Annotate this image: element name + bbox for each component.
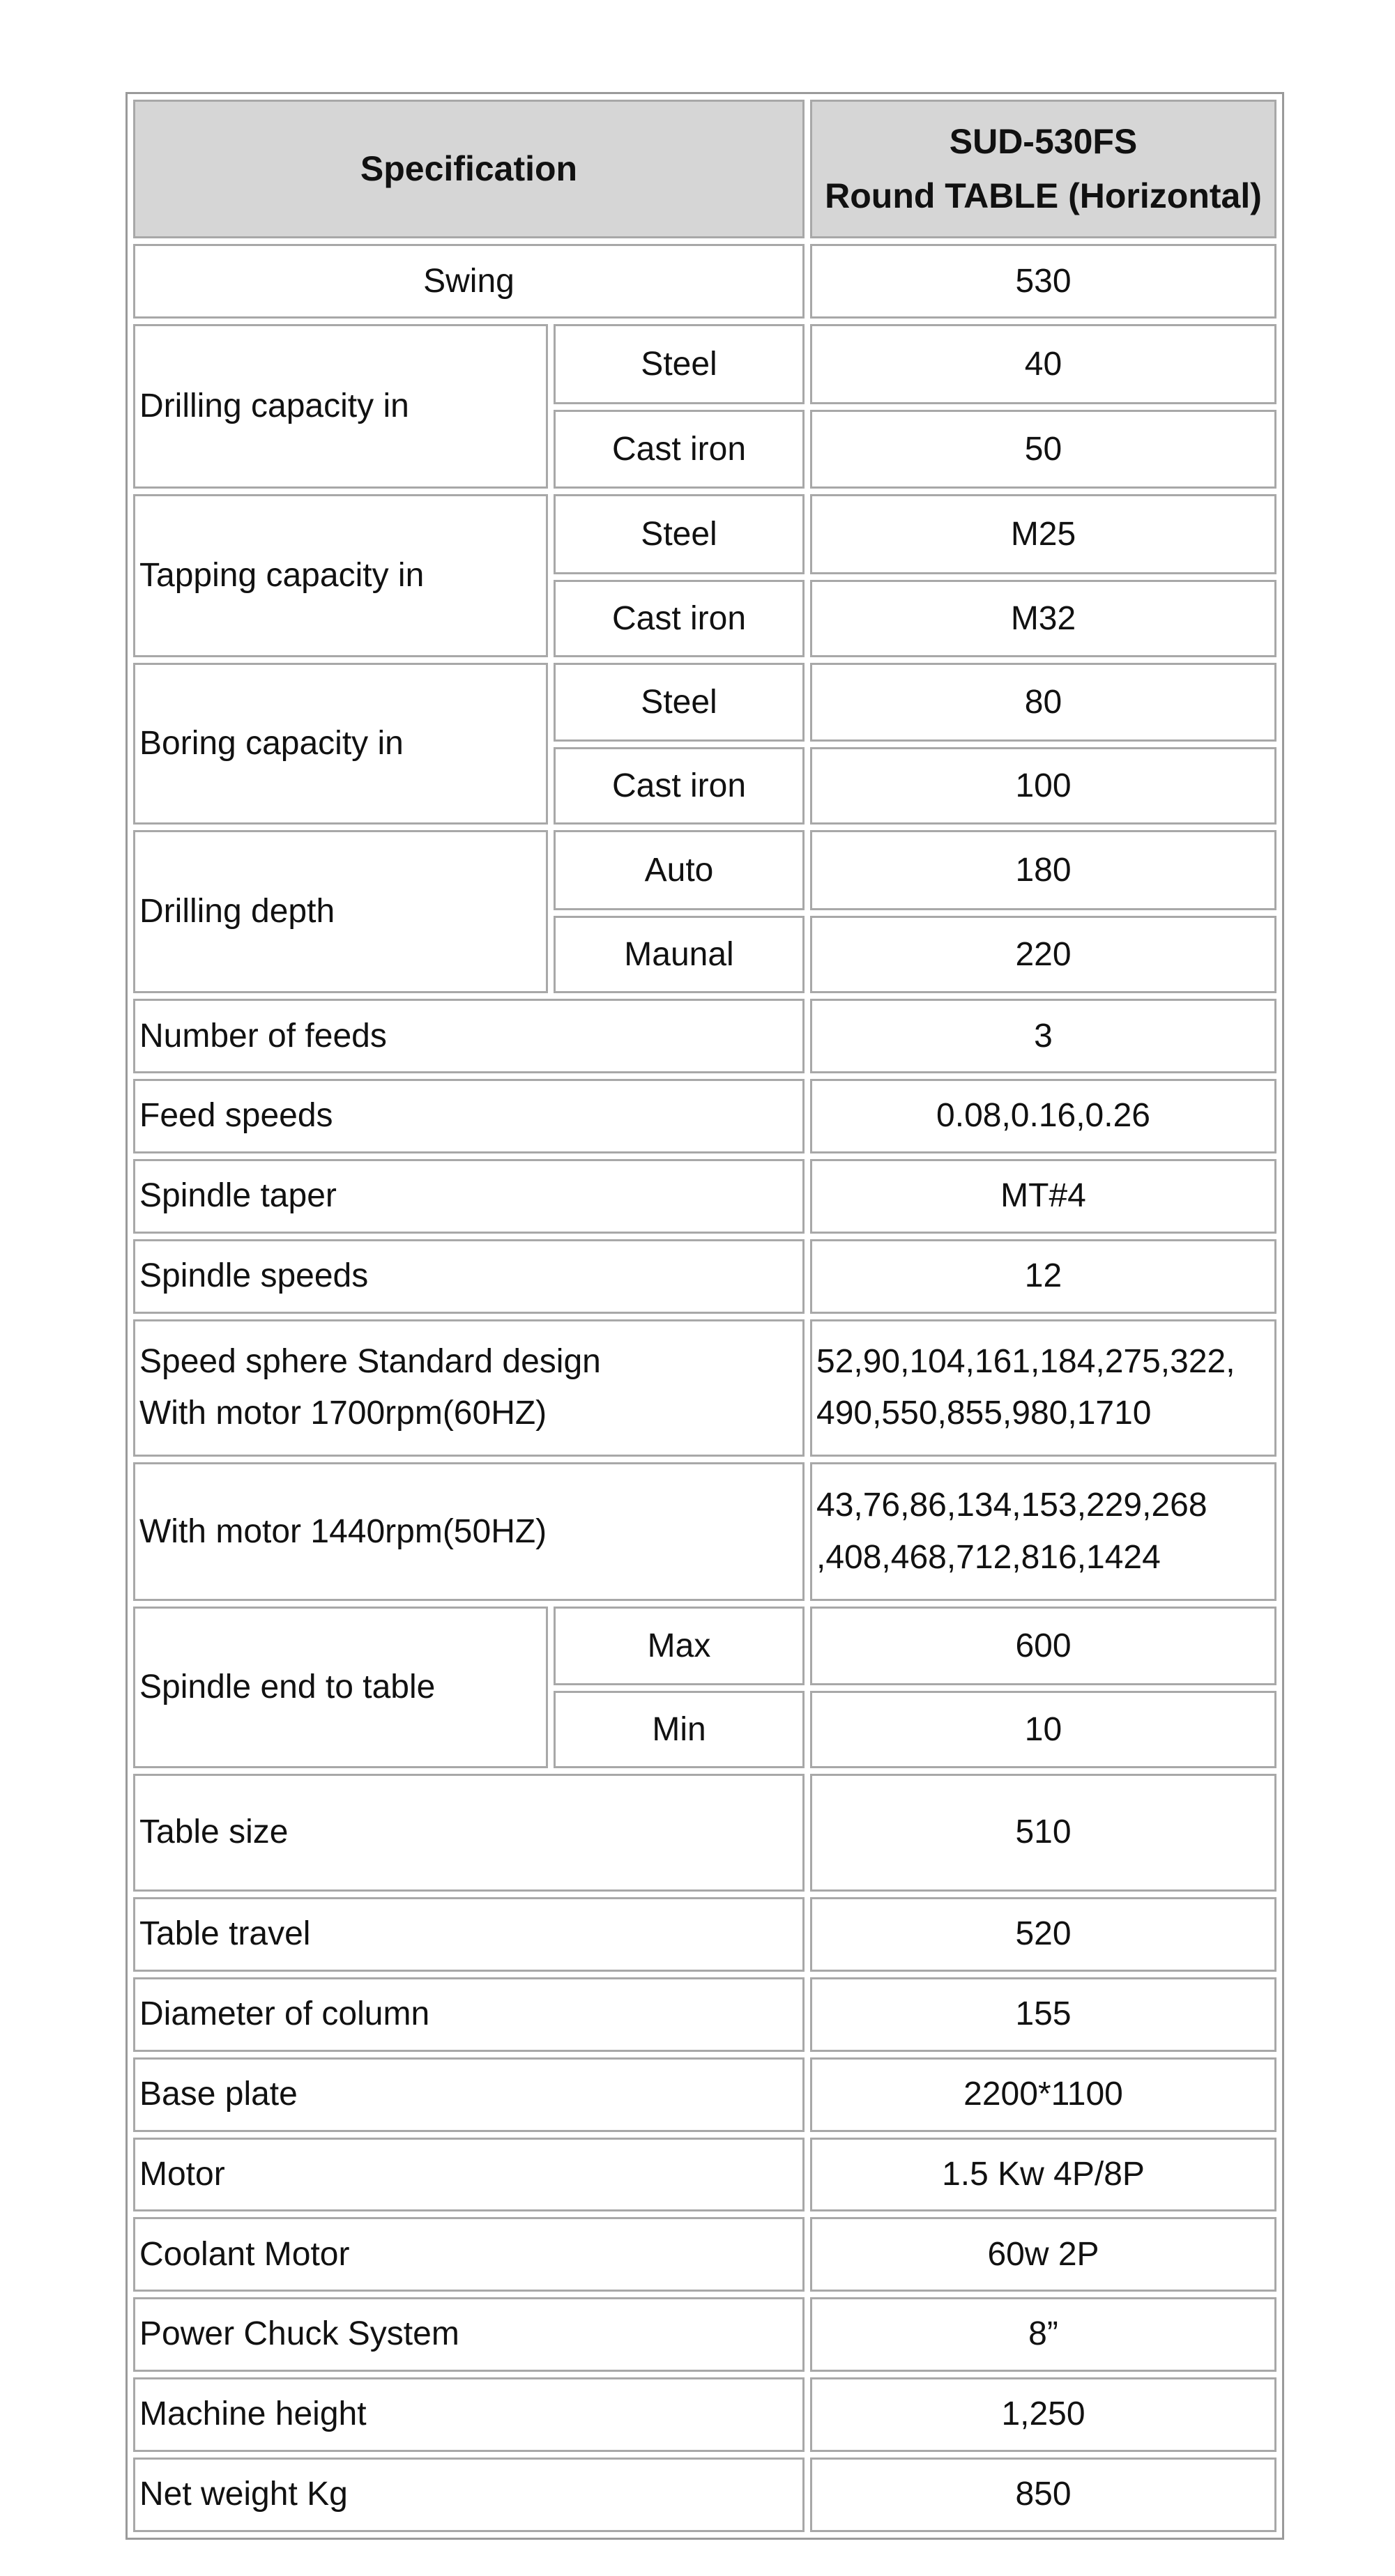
drilling-cast-iron-value: 50 [810,410,1276,489]
drilling-cast-iron-label: Cast iron [554,410,805,489]
boring-steel-label: Steel [554,663,805,742]
speed-sphere-50hz-value-line2: ,408,468,712,816,1424 [816,1538,1161,1576]
speed-sphere-50hz-value [810,1462,1276,1601]
table-row [133,2057,1276,2132]
drilling-steel-value: 40 [810,324,1276,404]
table-row [133,2217,1276,2292]
drilling-capacity-label: Drilling capacity in [133,324,548,489]
table-travel-label: Table travel [133,1897,805,1972]
spec-table [125,92,1284,2540]
swing-value: 530 [810,244,1276,319]
model-name: SUD-530FS [949,122,1138,162]
spindle-end-max-value: 600 [810,1607,1276,1685]
coolant-motor-label: Coolant Motor [133,2217,805,2292]
tapping-cast-iron-label: Cast iron [554,580,805,657]
table-row [133,1607,1276,1685]
spindle-speeds-value: 12 [810,1239,1276,1314]
header-row [133,100,1276,238]
drilling-depth-manual-value: 220 [810,916,1276,993]
boring-cast-iron-label: Cast iron [554,747,805,825]
spindle-end-max-label: Max [554,1607,805,1685]
table-row [133,324,1276,404]
net-weight-value: 850 [810,2458,1276,2532]
feed-speeds-value: 0.08,0.16,0.26 [810,1079,1276,1153]
number-of-feeds-label: Number of feeds [133,999,805,1073]
table-travel-value: 520 [810,1897,1276,1972]
model-type: Round TABLE (Horizontal) [825,176,1262,215]
table-row [133,2377,1276,2452]
table-row [133,1774,1276,1892]
table-row [133,1079,1276,1153]
boring-cast-iron-value: 100 [810,747,1276,825]
table-row [133,1977,1276,2052]
table-row [133,663,1276,742]
tapping-cast-iron-value: M32 [810,580,1276,657]
speed-sphere-60hz-value-line1: 52,90,104,161,184,275,322, [816,1343,1235,1381]
drilling-depth-manual-label: Maunal [554,916,805,993]
speed-sphere-50hz-value-line1: 43,76,86,134,153,229,268 [816,1487,1207,1524]
table-row [133,1319,1276,1457]
table-row [133,494,1276,574]
model-header [810,100,1276,238]
table-row [133,2138,1276,2212]
table-row [133,244,1276,319]
table-row [133,1239,1276,1314]
spindle-end-min-label: Min [554,1691,805,1768]
power-chuck-system-value: 8” [810,2297,1276,2372]
base-plate-label: Base plate [133,2057,805,2132]
speed-sphere-label-line1: Speed sphere Standard design [139,1343,601,1381]
table-row [133,2458,1276,2532]
table-row [133,830,1276,910]
drilling-steel-label: Steel [554,324,805,404]
net-weight-label: Net weight Kg [133,2458,805,2532]
spindle-end-to-table-label: Spindle end to table [133,1607,548,1768]
drilling-depth-label: Drilling depth [133,830,548,993]
table-row [133,1897,1276,1972]
feed-speeds-label: Feed speeds [133,1079,805,1153]
table-row [133,1159,1276,1234]
tapping-steel-label: Steel [554,494,805,574]
coolant-motor-value: 60w 2P [810,2217,1276,2292]
table-row [133,1462,1276,1601]
tapping-steel-value: M25 [810,494,1276,574]
diameter-of-column-value: 155 [810,1977,1276,2052]
speed-sphere-60hz-label [133,1319,805,1457]
drilling-depth-auto-value: 180 [810,830,1276,910]
table-row [133,999,1276,1073]
power-chuck-system-label: Power Chuck System [133,2297,805,2372]
motor-label: Motor [133,2138,805,2212]
diameter-of-column-label: Diameter of column [133,1977,805,2052]
motor-value: 1.5 Kw 4P/8P [810,2138,1276,2212]
spindle-taper-label: Spindle taper [133,1159,805,1234]
spindle-taper-value: MT#4 [810,1159,1276,1234]
drilling-depth-auto-label: Auto [554,830,805,910]
table-size-label: Table size [133,1774,805,1892]
machine-height-label: Machine height [133,2377,805,2452]
number-of-feeds-value: 3 [810,999,1276,1073]
table-row [133,2297,1276,2372]
spindle-speeds-label: Spindle speeds [133,1239,805,1314]
speed-sphere-50hz-label: With motor 1440rpm(50HZ) [133,1462,805,1601]
tapping-capacity-label: Tapping capacity in [133,494,548,657]
table-size-value: 510 [810,1774,1276,1892]
speed-sphere-60hz-value-line2: 490,550,855,980,1710 [816,1395,1152,1432]
base-plate-value: 2200*1100 [810,2057,1276,2132]
machine-height-value: 1,250 [810,2377,1276,2452]
spindle-end-min-value: 10 [810,1691,1276,1768]
boring-capacity-label: Boring capacity in [133,663,548,825]
speed-sphere-label-line2: With motor 1700rpm(60HZ) [139,1395,547,1432]
boring-steel-value: 80 [810,663,1276,742]
swing-label: Swing [133,244,805,319]
spec-header-label: Specification [133,100,805,238]
speed-sphere-60hz-value [810,1319,1276,1457]
